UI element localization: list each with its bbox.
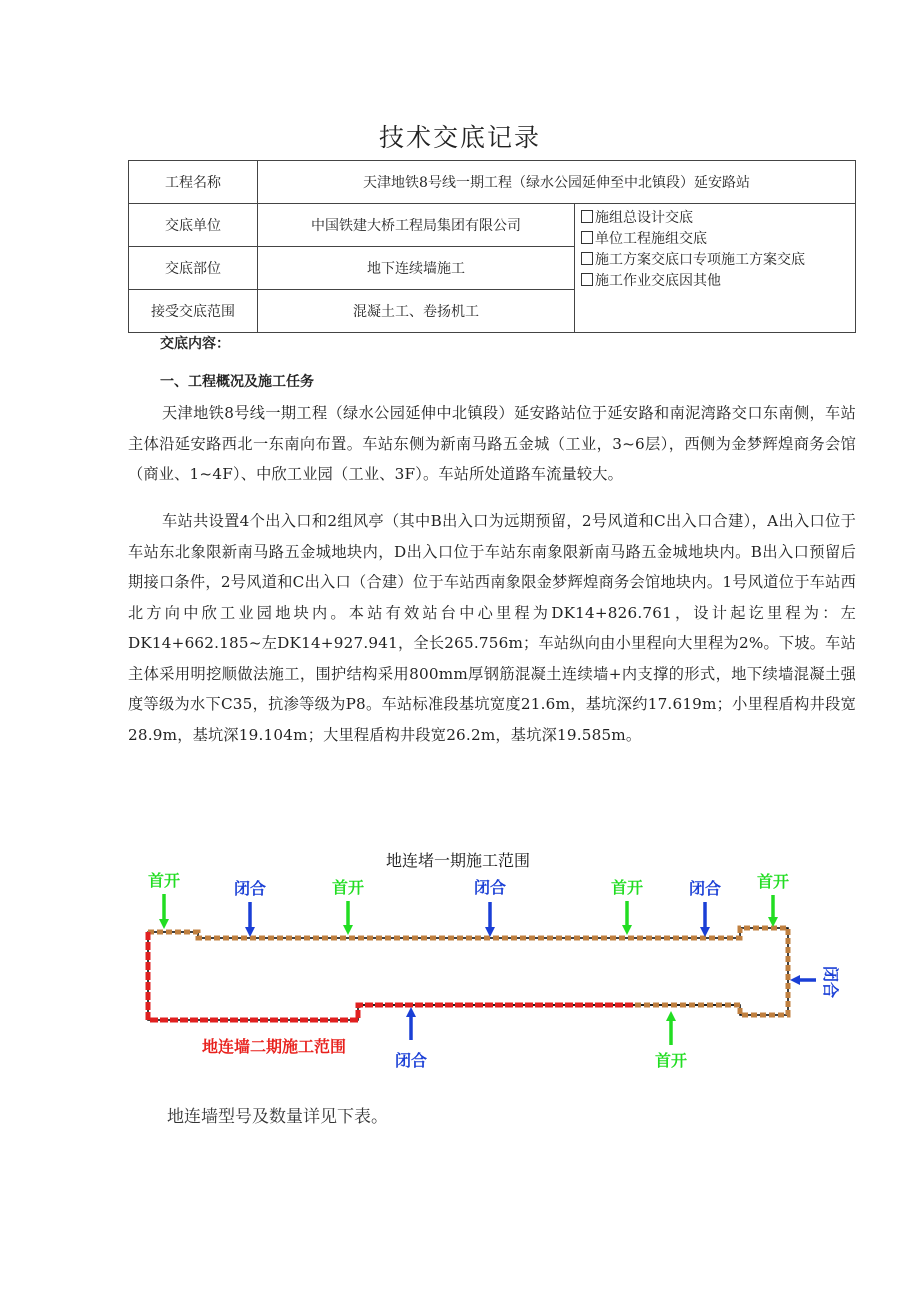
start-label: 首开 xyxy=(654,1051,688,1070)
section-heading: 一、工程概况及施工任务 xyxy=(160,374,314,390)
part-label: 交底部位 xyxy=(129,247,258,290)
paragraph-overview: 天津地铁8号线一期工程（绿水公园延伸中北镇段）延安路站位于延安路和南泥湾路交口东南侧，车站主体沿延安路西北一东南向布置。车站东侧为新南马路五金城（工业，3~6层），西侧为金梦辉煌商务会馆（商业、1~4F）、中欣工业园（工业、3F）。车站所处道路车流量较大。 xyxy=(128,404,856,483)
paragraph-entrances: 车站共设置4个出入口和2组风亭（其中B出入口为远期预留，2号风道和C出入口合建），A出入口位于车站东北象限新南马路五金城地块内，D出入口位于车站东南象限新南马路五金城地块内。B出入口预留后期接口条件，2号风道和C出入口（合建）位于车站西南象限金梦辉煌商务会馆地块内。1号风道位于车站西北方向中欣工业园地块内。本站有效站台中心里程为DK14+826.761，设计起讫里程为：左DK14+662.185~左DK14+927.941，全长265.756m；车站纵向由小里程向大里程为2%。下坡。车站主体采用明挖顺做法施工，围护结构采用800mm厚钢筋混凝土连续墙+内支撑的形式，地下续墙混凝土强度等级为水下C35，抗渗等级为P8。车站标准段基坑宽度21.6m，基坑深约17.619m；小里程盾构井段宽28.9m，基坑深19.104m；大里程盾构井段宽26.2m，基坑深19.585m。 xyxy=(128,512,856,744)
start-label: 首开 xyxy=(610,878,644,897)
content-label: 交底内容： xyxy=(160,336,230,352)
table-row xyxy=(129,204,856,247)
start-label: 首开 xyxy=(756,872,790,891)
construction-range-diagram xyxy=(128,840,840,1080)
close-label-vertical: 闭合 xyxy=(821,965,840,999)
phase2-wall-range xyxy=(148,932,633,1020)
diagram-title: 地连堵一期施工范围 xyxy=(385,853,531,870)
checkbox-icon[interactable] xyxy=(581,273,593,286)
checkbox-icon[interactable] xyxy=(581,252,593,265)
info-table xyxy=(128,160,856,333)
option-item[interactable]: 单位工程施组交底 xyxy=(581,229,849,250)
close-label: 闭合 xyxy=(688,879,722,898)
option-item[interactable]: 施工方案交底口专项施工方案交底 xyxy=(581,250,849,271)
phase2-label: 地连墙二期施工范围 xyxy=(201,1037,347,1056)
scope-label: 接受交底范围 xyxy=(129,290,258,333)
part-value: 地下连续墙施工 xyxy=(258,247,575,290)
scope-value: 混凝土工、卷扬机工 xyxy=(258,290,575,333)
checkbox-icon[interactable] xyxy=(581,210,593,223)
option-item[interactable]: 施组总设计交底 xyxy=(581,208,849,229)
unit-value: 中国铁建大桥工程局集团有限公司 xyxy=(258,204,575,247)
close-label: 闭合 xyxy=(233,879,267,898)
project-name-label: 工程名称 xyxy=(129,161,258,204)
table-row xyxy=(129,161,856,204)
close-label: 闭合 xyxy=(394,1051,428,1070)
unit-label: 交底单位 xyxy=(129,204,258,247)
project-name-value: 天津地铁8号线一期工程（绿水公园延伸至中北镇段）延安路站 xyxy=(258,161,856,204)
option-item[interactable]: 施工作业交底因其他 xyxy=(581,271,849,292)
start-label: 首开 xyxy=(147,871,181,890)
close-label: 闭合 xyxy=(473,878,507,897)
table-reference-note: 地连墙型号及数量详见下表。 xyxy=(167,1107,388,1127)
document-title: 技术交底记录 xyxy=(378,123,541,152)
phase1-wall-range xyxy=(148,928,788,1015)
start-label: 首开 xyxy=(331,878,365,897)
options-cell xyxy=(575,204,856,333)
checkbox-icon[interactable] xyxy=(581,231,593,244)
